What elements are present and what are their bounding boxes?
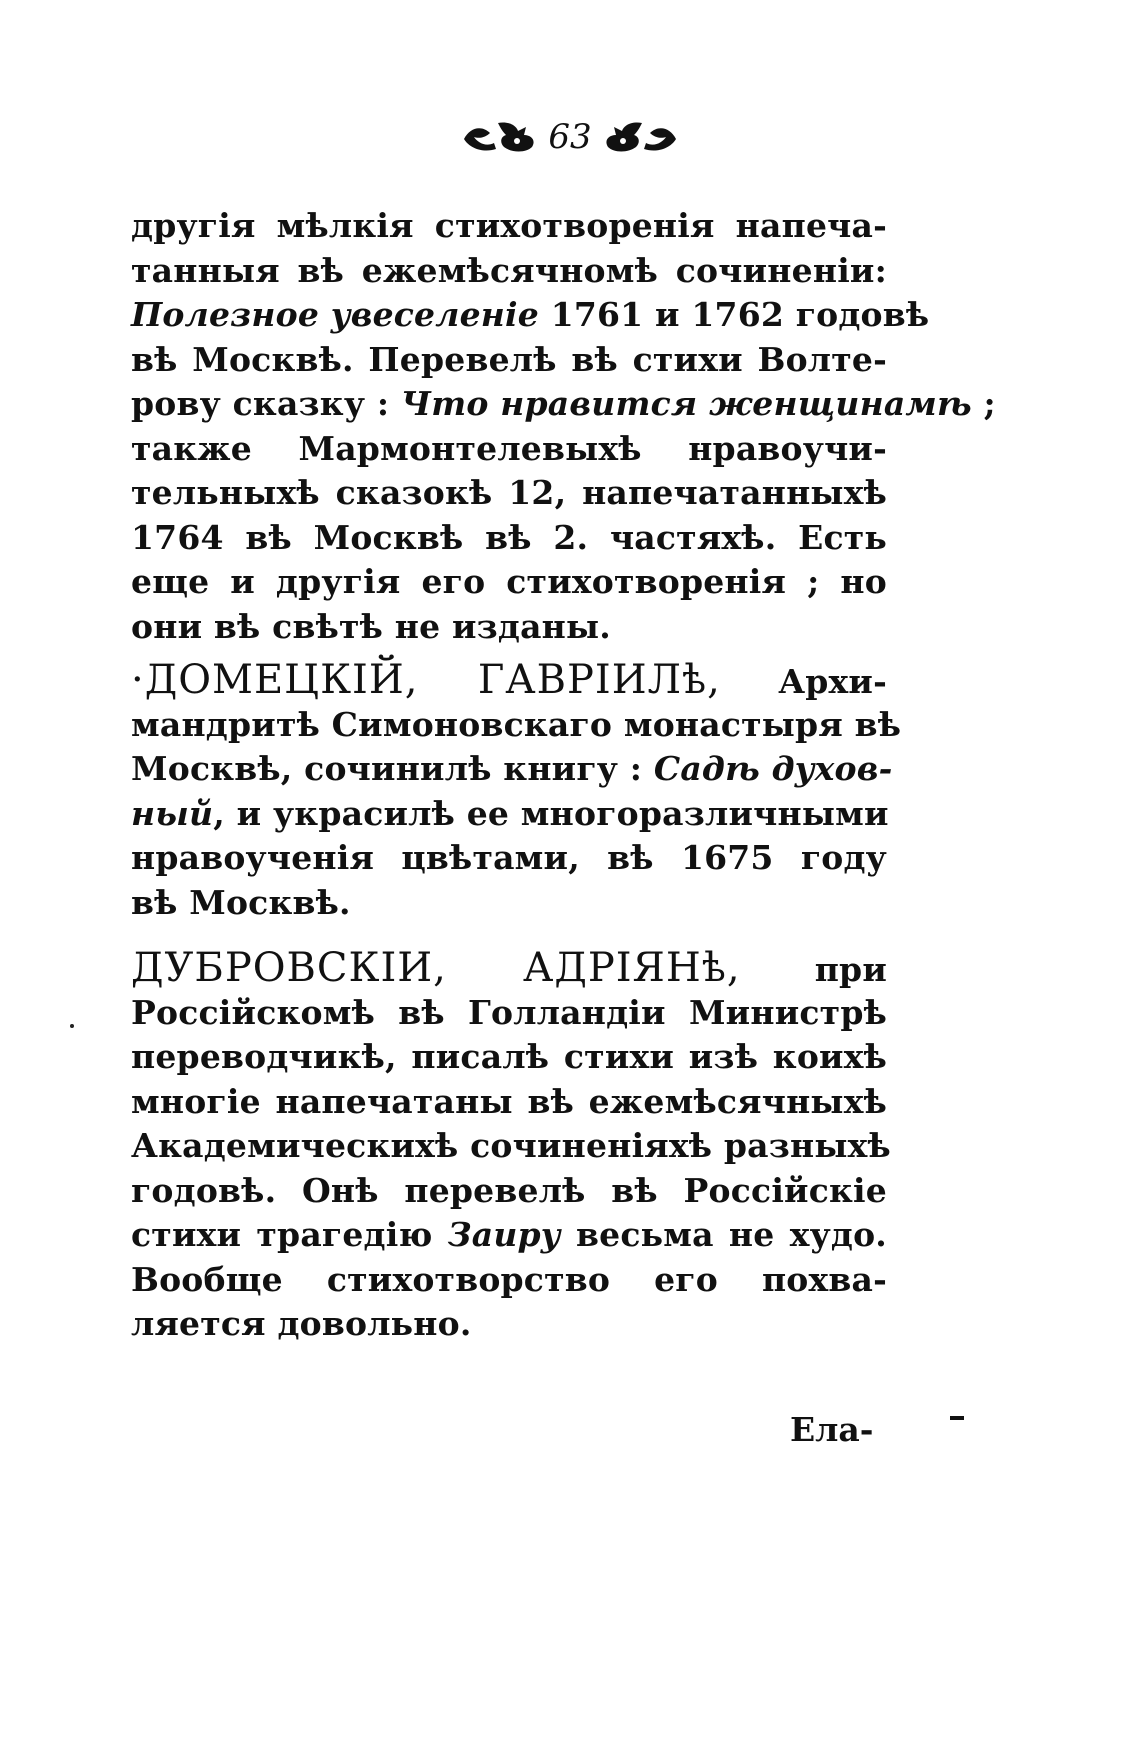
- text-segment: ляется довольно.: [131, 1304, 472, 1343]
- text-line: [131, 704, 902, 745]
- text-segment: нравоученія цвѣтами, вѣ 1675 году: [131, 838, 887, 877]
- text-segment: тельныхѣ сказокѣ 12, напечатанныхѣ: [131, 473, 887, 512]
- text-segment: Москвѣ, сочинилѣ книгу :: [131, 749, 654, 788]
- text-line: [131, 340, 887, 380]
- text-segment: рову сказку :: [131, 384, 401, 423]
- text-line: [131, 206, 887, 246]
- text-line: [131, 794, 887, 834]
- text-segment: вѣ Москвѣ.: [131, 882, 351, 922]
- text-segment: ДУБРОВСКІИ, АДРІЯНѣ,: [131, 945, 741, 991]
- text-segment: также Мармонтелевыхѣ нравоучи-: [131, 428, 887, 468]
- text-line: [131, 429, 887, 469]
- stray-mark: [950, 1416, 964, 1420]
- text-segment: весьма не худо.: [560, 1215, 887, 1254]
- text-segment: еще и другія его стихотворенія ; но: [131, 562, 887, 601]
- text-segment: Академическихѣ сочиненіяхѣ разныхѣ: [131, 1126, 891, 1165]
- text-line: [131, 1082, 887, 1122]
- text-line: [131, 473, 887, 513]
- text-segment: стихи трагедію: [131, 1215, 448, 1254]
- text-segment: переводчикѣ, писалѣ стихи изѣ коихѣ: [131, 1037, 887, 1076]
- text-segment: ·ДОМЕЦКІЙ, ГАВРІИЛѣ,: [131, 657, 721, 703]
- page-number: 63: [548, 117, 592, 157]
- text-line: [131, 518, 887, 558]
- text-line: [131, 1215, 887, 1255]
- text-line: [131, 384, 996, 424]
- text-segment: они вѣ свѣтѣ не изданы.: [131, 606, 611, 646]
- text-segment: Полезное увеселеніе: [131, 295, 539, 334]
- text-segment: Садѣ духов-: [653, 749, 893, 788]
- text-segment: 1761 и 1762 годовѣ: [539, 295, 930, 334]
- text-segment: другія мѣлкія стихотворенія напеча-: [131, 206, 887, 245]
- text-segment: ;: [971, 384, 996, 423]
- text-line: [131, 993, 887, 1033]
- text-segment: многіе напечатаны вѣ ежемѣсячныхѣ: [131, 1081, 887, 1121]
- text-line: [131, 749, 893, 789]
- text-segment: , и украсилѣ ее многоразличными: [213, 793, 889, 833]
- text-line: [131, 945, 887, 991]
- text-segment: танныя вѣ ежемѣсячномѣ сочиненіи:: [131, 250, 887, 290]
- text-line: [131, 838, 887, 878]
- page-header: [0, 112, 1140, 162]
- left-ornament-icon: [460, 117, 538, 157]
- text-segment: при: [740, 950, 887, 989]
- text-line: [131, 562, 887, 602]
- text-line: [131, 657, 887, 703]
- text-segment: Что нравится женщинамѣ: [400, 384, 972, 423]
- text-line: [131, 251, 887, 291]
- text-line: [131, 295, 930, 335]
- text-segment: мандритѣ Симоновскаго монастыря вѣ: [131, 704, 902, 744]
- catchword: Ела-: [790, 1410, 874, 1449]
- text-segment: Заиру: [447, 1215, 561, 1254]
- text-segment: Россійскомѣ вѣ Голландіи Министрѣ: [131, 992, 887, 1032]
- text-line: [131, 607, 887, 647]
- text-segment: Вообще стихотворство его похва-: [131, 1259, 887, 1299]
- text-segment: 1764 вѣ Москвѣ вѣ 2. частяхѣ. Есть: [131, 517, 887, 557]
- text-line: [131, 1304, 887, 1344]
- text-line: [131, 1126, 891, 1166]
- text-segment: Архи-: [720, 662, 887, 701]
- text-line: [131, 1037, 887, 1077]
- text-line: [131, 1260, 887, 1300]
- text-segment: годовѣ. Онѣ перевелѣ вѣ Россійскіе: [131, 1170, 887, 1210]
- text-segment: ный: [131, 793, 214, 833]
- right-ornament-icon: [602, 117, 680, 157]
- text-line: [131, 883, 887, 923]
- text-line: [131, 1171, 887, 1211]
- stray-mark: [70, 1024, 74, 1028]
- text-segment: вѣ Москвѣ. Перевелѣ вѣ стихи Волте-: [131, 339, 887, 379]
